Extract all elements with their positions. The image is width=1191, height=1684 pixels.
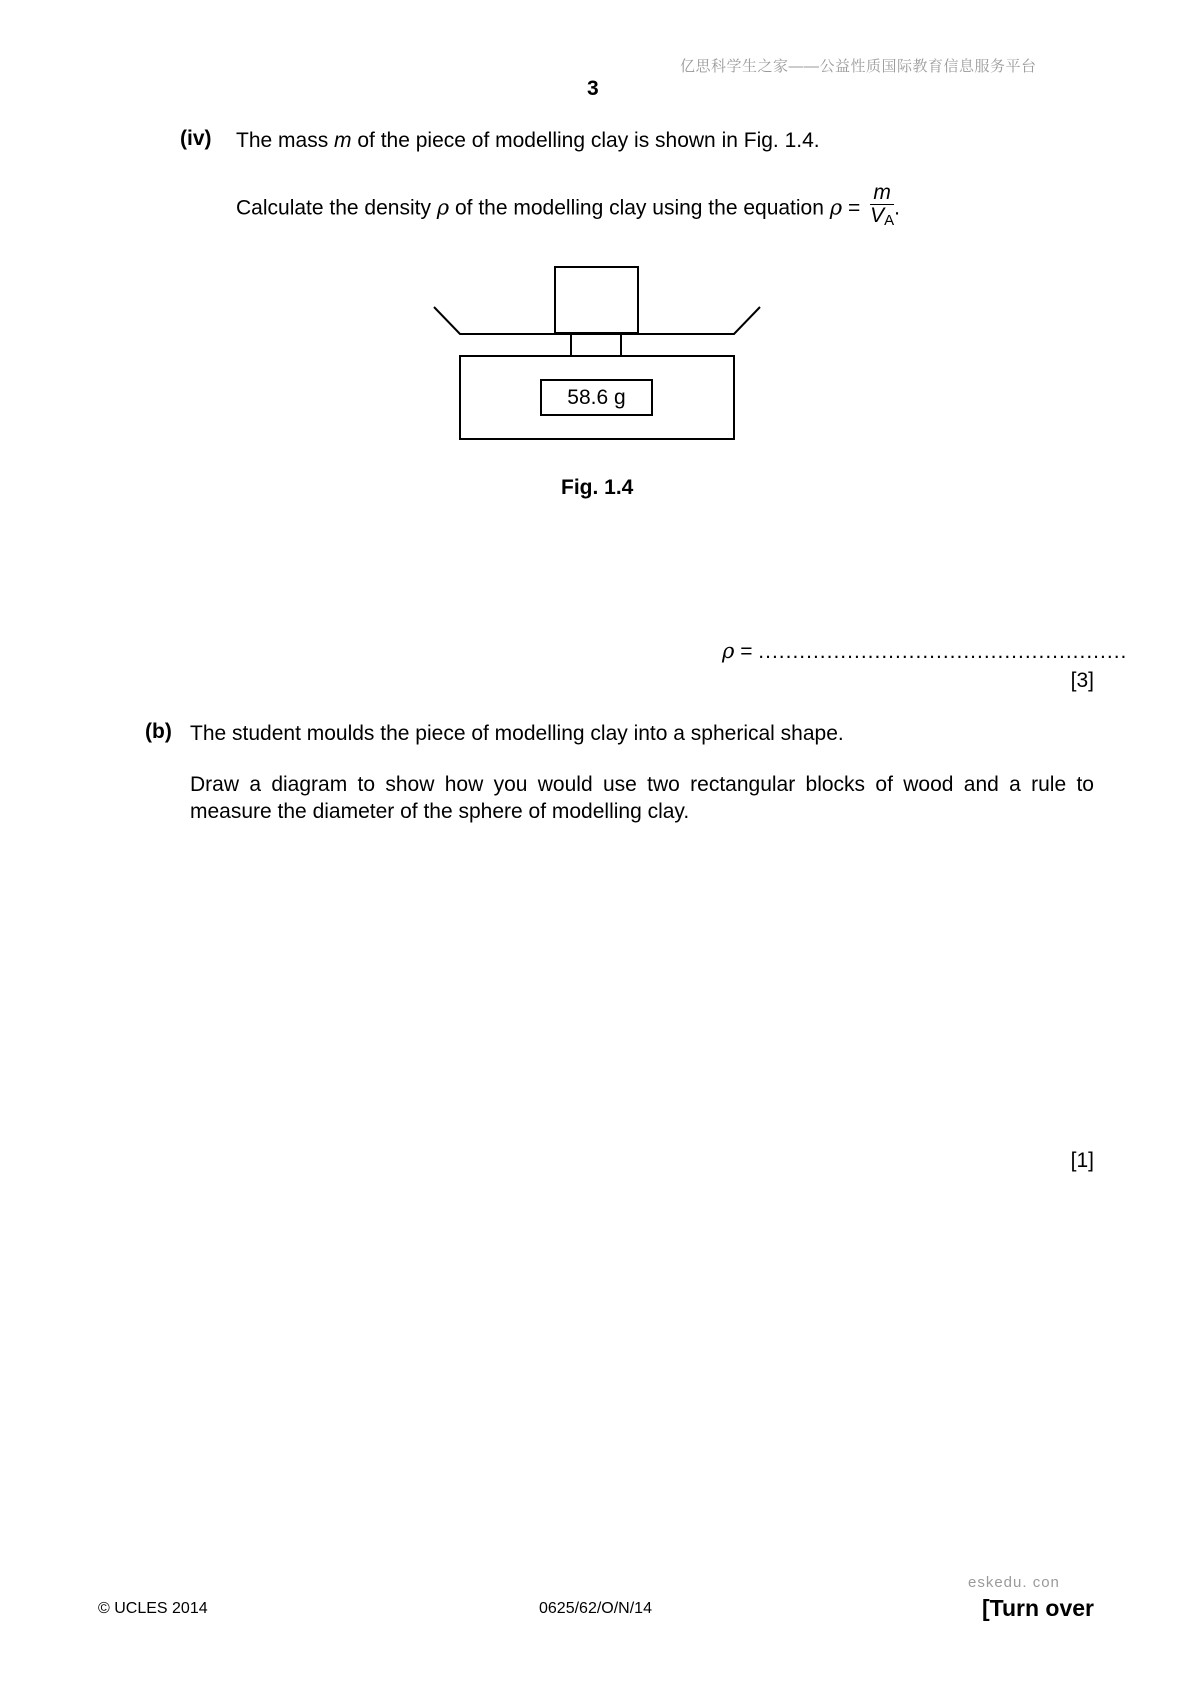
balance-pan [434, 307, 760, 334]
marks-b: [1] [1070, 1149, 1094, 1172]
marks-iv: [3] [1070, 669, 1094, 692]
equals-sign: = [734, 640, 759, 663]
rho-symbol: ρ [436, 195, 450, 220]
footer-copyright: © UCLES 2014 [98, 1600, 208, 1617]
header-watermark: 亿思科学生之家——公益性质国际教育信息服务平台 [680, 58, 1037, 75]
text-segment: The mass [236, 129, 335, 152]
answer-blank: ...................................................... [758, 640, 1128, 663]
volume-variable: V [870, 204, 885, 227]
density-answer-line [722, 639, 1127, 664]
text-segment: of the modelling clay using the equation [449, 196, 830, 220]
figure-caption: Fig. 1.4 [561, 476, 634, 499]
question-label-b: (b) [145, 720, 172, 743]
rho-symbol: ρ [722, 639, 735, 663]
pan-stem [571, 334, 621, 356]
question-b-instruction: Draw a diagram to show how you would use two rectangular blocks of wood and a rule to measure the diameter of the sphere of modelling clay. [190, 773, 1094, 823]
volume-subscript: A [884, 212, 895, 229]
fraction-numerator: m [870, 182, 894, 205]
rho-symbol: ρ [829, 195, 843, 220]
full-stop: . [894, 196, 900, 220]
question-b-text: The student moulds the piece of modelling clay into a spherical shape. [190, 722, 844, 745]
footer-code: 0625/62/O/N/14 [539, 1600, 652, 1617]
footer-watermark: eskedu. con [968, 1574, 1060, 1591]
clay-block [555, 267, 638, 333]
balance-diagram [0, 0, 1191, 520]
turn-over: [Turn over [981, 1595, 1094, 1621]
mass-variable: m [334, 129, 352, 152]
page-number: 3 [587, 77, 599, 100]
balance-reading: 58.6 g [567, 386, 626, 409]
text-segment: Calculate the density [236, 196, 437, 220]
equals-sign: = [842, 196, 861, 220]
text-segment: of the piece of modelling clay is shown in Fig. 1.4. [351, 129, 820, 152]
question-label-iv: (iv) [180, 127, 212, 150]
